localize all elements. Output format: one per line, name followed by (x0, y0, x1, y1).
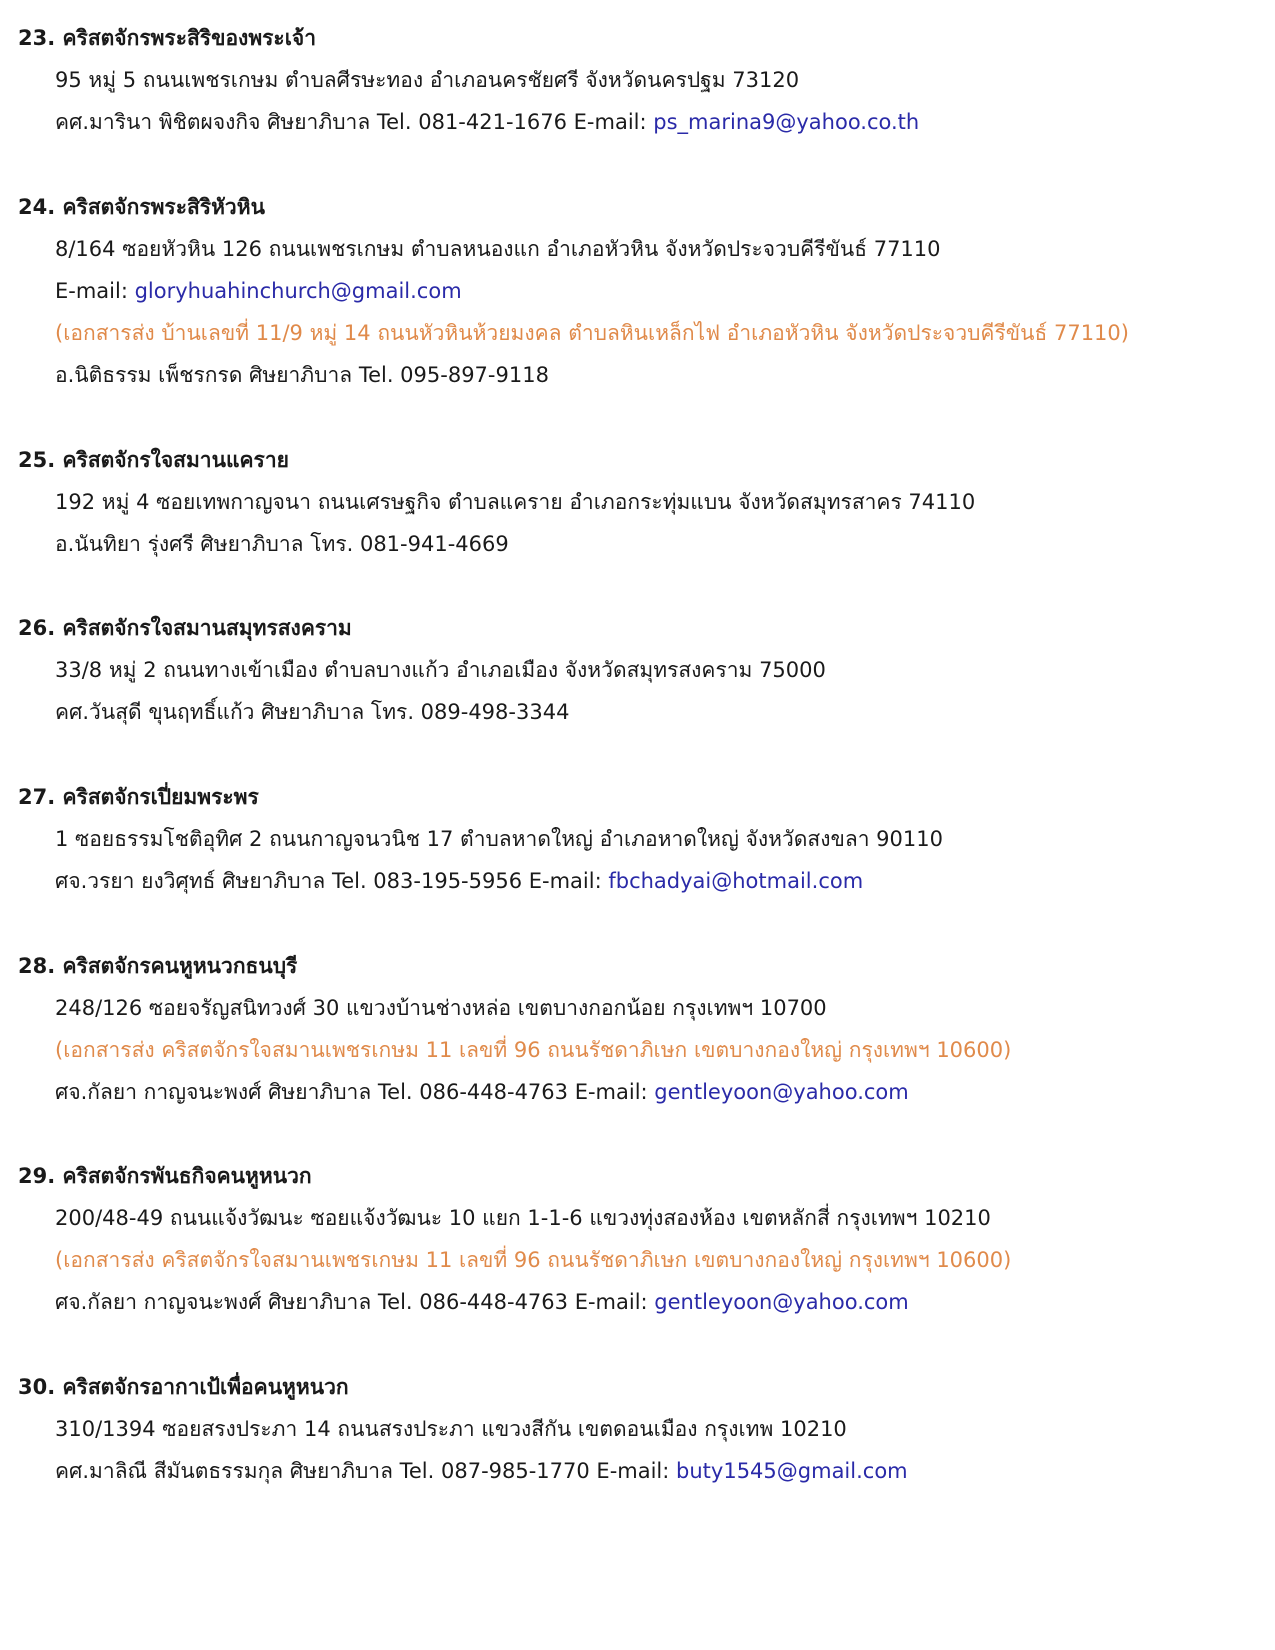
email-link[interactable]: buty1545@gmail.com (676, 1459, 908, 1483)
contact-text: E-mail: (55, 279, 135, 303)
contact-line (55, 867, 863, 895)
mailing-address-note: (เอกสารส่ง คริสตจักรใจสมานเพชรเกษม 11 เลขที่ 96 ถนนรัชดาภิเษก เขตบางกองใหญ่ กรุงเทพฯ 10600) (55, 1248, 1012, 1272)
church-title: 27. คริสตจักรเปี่ยมพระพร (18, 785, 259, 809)
info-line: 1 ซอยธรรมโชติอุทิศ 2 ถนนกาญจนวนิช 17 ตำบลหาดใหญ่ อำเภอหาดใหญ่ จังหวัดสงขลา 90110 (55, 827, 943, 851)
church-title: 28. คริสตจักรคนหูหนวกธนบุรี (18, 954, 298, 978)
contact-line (55, 1457, 908, 1485)
email-link[interactable]: ps_marina9@yahoo.co.th (653, 110, 920, 134)
email-link[interactable]: gentleyoon@yahoo.com (654, 1290, 909, 1314)
contact-text: คศ.มาลิณี สีมันตธรรมกุล ศิษยาภิบาล Tel. 087-985-1770 E-mail: (55, 1459, 677, 1483)
church-title: 23. คริสตจักรพระสิริของพระเจ้า (18, 26, 316, 50)
church-title: 24. คริสตจักรพระสิริหัวหิน (18, 195, 265, 219)
info-line: 248/126 ซอยจรัญสนิทวงศ์ 30 แขวงบ้านช่างหล่อ เขตบางกอกน้อย กรุงเทพฯ 10700 (55, 996, 827, 1020)
email-link[interactable]: gloryhuahinchurch@gmail.com (134, 279, 462, 303)
church-title: 29. คริสตจักรพันธกิจคนหูหนวก (18, 1164, 312, 1188)
contact-line (55, 1078, 909, 1106)
info-line: 200/48-49 ถนนแจ้งวัฒนะ ซอยแจ้งวัฒนะ 10 แยก 1-1-6 แขวงทุ่งสองห้อง เขตหลักสี่ กรุงเทพฯ 10210 (55, 1206, 991, 1230)
info-line: คศ.วันสุดี ขุนฤทธิ์แก้ว ศิษยาภิบาล โทร. 089-498-3344 (55, 700, 570, 724)
contact-line (55, 1288, 909, 1316)
info-line: 192 หมู่ 4 ซอยเทพกาญจนา ถนนเศรษฐกิจ ตำบลแคราย อำเภอกระทุ่มแบน จังหวัดสมุทรสาคร 74110 (55, 490, 976, 514)
info-line: อ.นิติธรรม เพ็ชรกรด ศิษยาภิบาล Tel. 095-897-9118 (55, 363, 549, 387)
church-title: 26. คริสตจักรใจสมานสมุทรสงคราม (18, 616, 352, 640)
info-line: 33/8 หมู่ 2 ถนนทางเข้าเมือง ตำบลบางแก้ว อำเภอเมือง จังหวัดสมุทรสงคราม 75000 (55, 658, 826, 682)
mailing-address-note: (เอกสารส่ง บ้านเลขที่ 11/9 หมู่ 14 ถนนหัวหินห้วยมงคล ตำบลหินเหล็กไฟ อำเภอหัวหิน จังหวัดประจวบคีรีขันธ์ 77110) (55, 321, 1129, 345)
church-title: 25. คริสตจักรใจสมานแคราย (18, 448, 289, 472)
mailing-address-note: (เอกสารส่ง คริสตจักรใจสมานเพชรเกษม 11 เลขที่ 96 ถนนรัชดาภิเษก เขตบางกองใหญ่ กรุงเทพฯ 10600) (55, 1038, 1012, 1062)
info-line: 310/1394 ซอยสรงประภา 14 ถนนสรงประภา แขวงสีกัน เขตดอนเมือง กรุงเทพ 10210 (55, 1417, 847, 1441)
contact-text: ศจ.กัลยา กาญจนะพงศ์ ศิษยาภิบาล Tel. 086-448-4763 E-mail: (55, 1080, 655, 1104)
contact-line (55, 277, 462, 305)
contact-text: ศจ.วรยา ยงวิศุทธ์ ศิษยาภิบาล Tel. 083-195-5956 E-mail: (55, 869, 609, 893)
email-link[interactable]: fbchadyai@hotmail.com (608, 869, 864, 893)
info-line: อ.นันทิยา รุ่งศรี ศิษยาภิบาล โทร. 081-941-4669 (55, 532, 509, 556)
info-line: 8/164 ซอยหัวหิน 126 ถนนเพชรเกษม ตำบลหนองแก อำเภอหัวหิน จังหวัดประจวบคีรีขันธ์ 77110 (55, 237, 941, 261)
church-title: 30. คริสตจักรอากาเป้เพื่อคนหูหนวก (18, 1375, 349, 1399)
contact-line (55, 108, 919, 136)
contact-text: ศจ.กัลยา กาญจนะพงศ์ ศิษยาภิบาล Tel. 086-448-4763 E-mail: (55, 1290, 655, 1314)
info-line: 95 หมู่ 5 ถนนเพชรเกษม ตำบลศีรษะทอง อำเภอนครชัยศรี จังหวัดนครปฐม 73120 (55, 68, 800, 92)
contact-text: คศ.มารินา พิชิตผจงกิจ ศิษยาภิบาล Tel. 081-421-1676 E-mail: (55, 110, 654, 134)
email-link[interactable]: gentleyoon@yahoo.com (654, 1080, 909, 1104)
